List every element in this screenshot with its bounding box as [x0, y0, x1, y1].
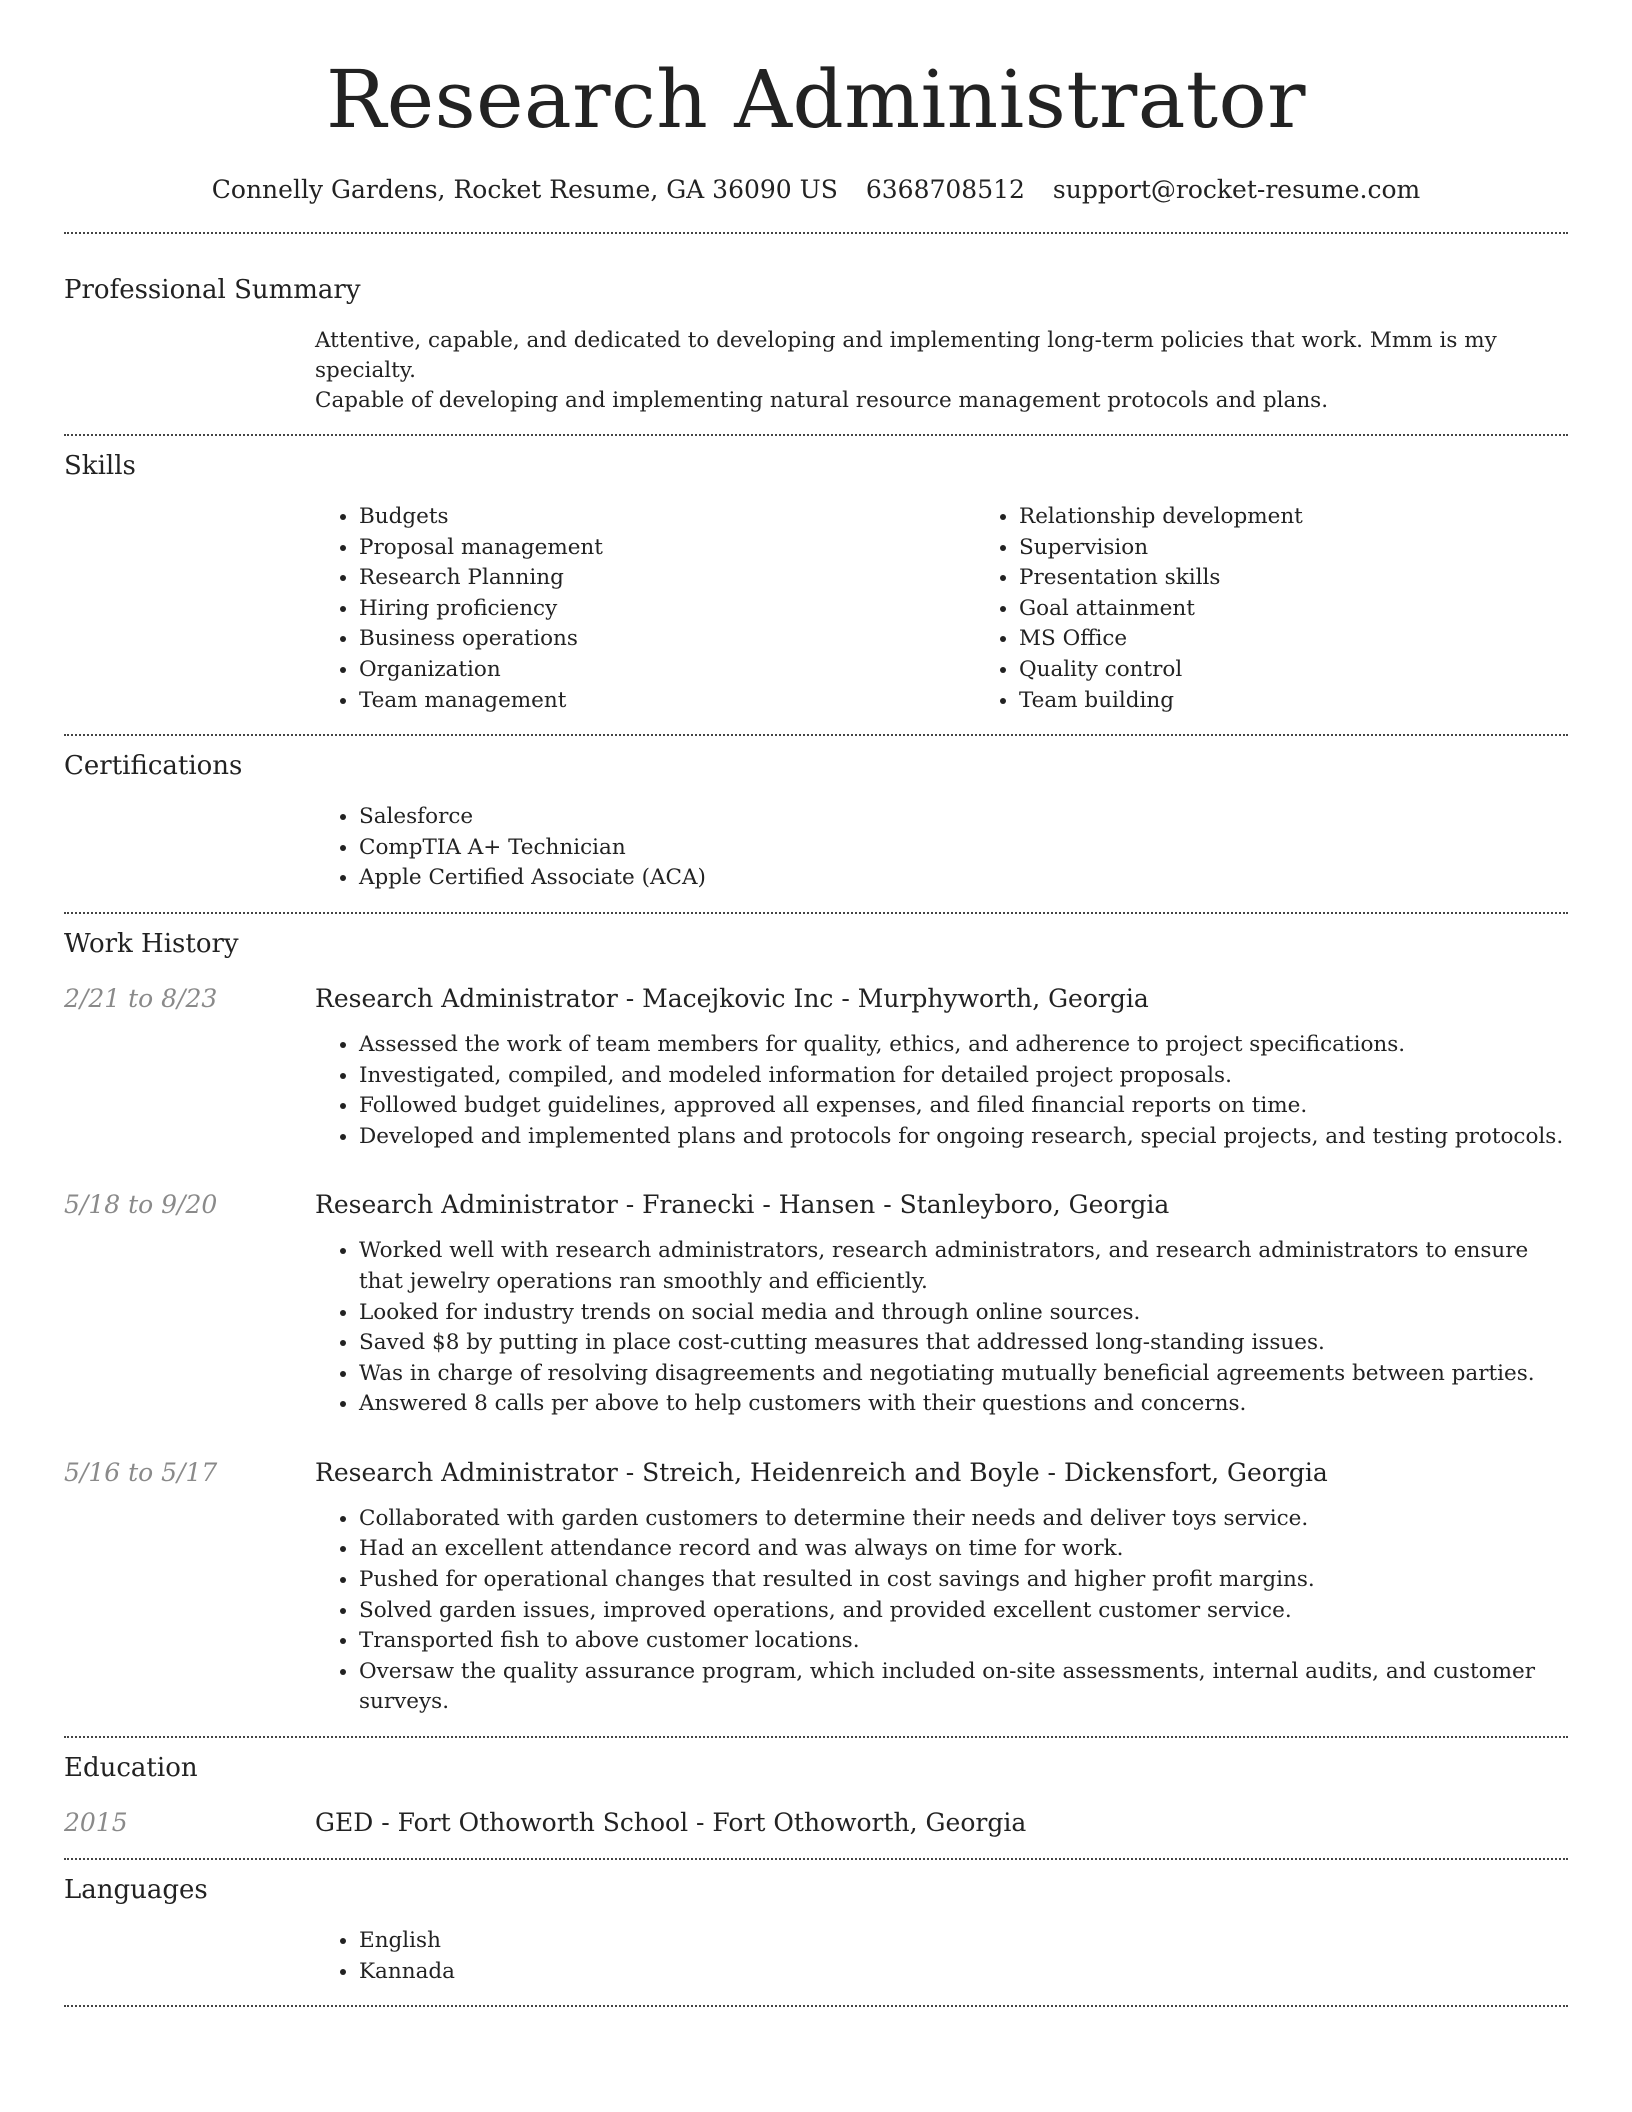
- skill-item: • Relationship development: [1019, 502, 1632, 533]
- education-year: 2015: [64, 1808, 128, 1838]
- job-bullet: • Pushed for operational changes that resulted in cost savings and higher profit margins.: [359, 1565, 1568, 1596]
- job-bullet: • Developed and implemented plans and protocols for ongoing research, special projects, and testing protocols.: [359, 1122, 1568, 1153]
- certifications-title: Certifications: [64, 751, 243, 782]
- work-history-section: [64, 926, 1568, 1718]
- contact-address: Connelly Gardens, Rocket Resume, GA 36090 US: [211, 175, 838, 204]
- job-bullets: [315, 1030, 1568, 1152]
- section-divider: [64, 734, 1568, 736]
- section-divider: [64, 434, 1568, 436]
- contact-phone: 6368708512: [865, 175, 1025, 204]
- summary-section: [64, 272, 1568, 416]
- job-heading: Research Administrator - Franecki - Hansen - Stanleyboro, Georgia: [315, 1190, 1170, 1220]
- skill-item: • Research Planning: [359, 563, 975, 594]
- job-bullet: • Looked for industry trends on social media and through online sources.: [359, 1298, 1568, 1329]
- contact-email: support@rocket-resume.com: [1052, 175, 1421, 204]
- job-entry: [64, 1188, 1568, 1420]
- skills-list-left: [315, 502, 975, 716]
- job-bullet: • Oversaw the quality assurance program, which included on-site assessments, internal audits, and customer surveys.: [359, 1657, 1568, 1718]
- job-heading: Research Administrator - Macejkovic Inc - Murphyworth, Georgia: [315, 983, 1149, 1013]
- job-bullet: • Saved $8 by putting in place cost-cutting measures that addressed long-standing issues.: [359, 1328, 1568, 1359]
- certification-item: • CompTIA A+ Technician: [359, 833, 1568, 864]
- certification-item: • Salesforce: [359, 802, 1568, 833]
- contact-line: [64, 172, 1568, 208]
- skills-list-right: [975, 502, 1632, 716]
- skill-item: • Team building: [1019, 686, 1632, 717]
- job-bullets: [315, 1504, 1568, 1718]
- skill-item: • Goal attainment: [1019, 594, 1632, 625]
- summary-title: Professional Summary: [64, 275, 361, 305]
- summary-line: Attentive, capable, and dedicated to developing and implementing long-term policies that work. Mmm is my specialty.: [315, 328, 1497, 383]
- certifications-list: [315, 802, 1568, 894]
- job-entry: [64, 1456, 1568, 1718]
- skill-item: • Proposal management: [359, 533, 975, 564]
- summary-text: [315, 326, 1568, 416]
- job-bullet: • Collaborated with garden customers to determine their needs and deliver toys service.: [359, 1504, 1568, 1535]
- certifications-section: [64, 748, 1568, 894]
- skill-item: • MS Office: [1019, 624, 1632, 655]
- skills-title: Skills: [64, 451, 136, 481]
- education-heading: GED - Fort Othoworth School - Fort Othoworth, Georgia: [315, 1808, 1027, 1838]
- skill-item: • Business operations: [359, 624, 975, 655]
- language-item: • English: [359, 1926, 1568, 1957]
- job-dates: 5/18 to 9/20: [64, 1190, 218, 1220]
- job-bullet: • Had an excellent attendance record and was always on time for work.: [359, 1534, 1568, 1565]
- skill-item: • Hiring proficiency: [359, 594, 975, 625]
- job-bullet: • Followed budget guidelines, approved all expenses, and filed financial reports on time.: [359, 1091, 1568, 1122]
- languages-section: [64, 1872, 1568, 1987]
- section-divider: [64, 1858, 1568, 1860]
- skill-item: • Organization: [359, 655, 975, 686]
- job-entry: [64, 982, 1568, 1152]
- job-bullet: • Transported fish to above customer locations.: [359, 1626, 1568, 1657]
- job-bullet: • Worked well with research administrators, research administrators, and research administrators to ensure that jewelry operations ran smoothly and efficiently.: [359, 1236, 1568, 1297]
- job-bullet: • Assessed the work of team members for quality, ethics, and adherence to project specifications.: [359, 1030, 1568, 1061]
- job-dates: 5/16 to 5/17: [64, 1457, 218, 1487]
- section-divider: [64, 2005, 1568, 2007]
- section-divider: [64, 232, 1568, 234]
- job-bullets: [315, 1236, 1568, 1420]
- skill-item: • Team management: [359, 686, 975, 717]
- job-bullet: • Solved garden issues, improved operations, and provided excellent customer service.: [359, 1596, 1568, 1627]
- work-history-title: Work History: [64, 928, 239, 959]
- job-bullet: • Was in charge of resolving disagreements and negotiating mutually beneficial agreements between parties.: [359, 1359, 1568, 1390]
- resume-header: [64, 0, 1568, 208]
- education-title: Education: [64, 1753, 198, 1784]
- certification-item: • Apple Certified Associate (ACA): [359, 863, 1568, 894]
- job-dates: 2/21 to 8/23: [64, 983, 218, 1013]
- job-bullet: • Investigated, compiled, and modeled information for detailed project proposals.: [359, 1061, 1568, 1092]
- languages-list: [315, 1926, 1568, 1987]
- language-item: • Kannada: [359, 1957, 1568, 1988]
- section-divider: [64, 912, 1568, 914]
- job-heading: Research Administrator - Streich, Heidenreich and Boyle - Dickensfort, Georgia: [315, 1457, 1328, 1487]
- education-section: [64, 1750, 1568, 1840]
- skill-item: • Budgets: [359, 502, 975, 533]
- skill-item: • Supervision: [1019, 533, 1632, 564]
- summary-line: Capable of developing and implementing natural resource management protocols and plans.: [315, 388, 1329, 413]
- skill-item: • Presentation skills: [1019, 563, 1632, 594]
- section-divider: [64, 1736, 1568, 1738]
- languages-title: Languages: [64, 1875, 208, 1906]
- candidate-name: Research Administrator: [326, 53, 1306, 146]
- skills-section: [64, 448, 1568, 716]
- job-bullet: • Answered 8 calls per above to help customers with their questions and concerns.: [359, 1389, 1568, 1420]
- skill-item: • Quality control: [1019, 655, 1632, 686]
- skills-grid: [315, 502, 1632, 716]
